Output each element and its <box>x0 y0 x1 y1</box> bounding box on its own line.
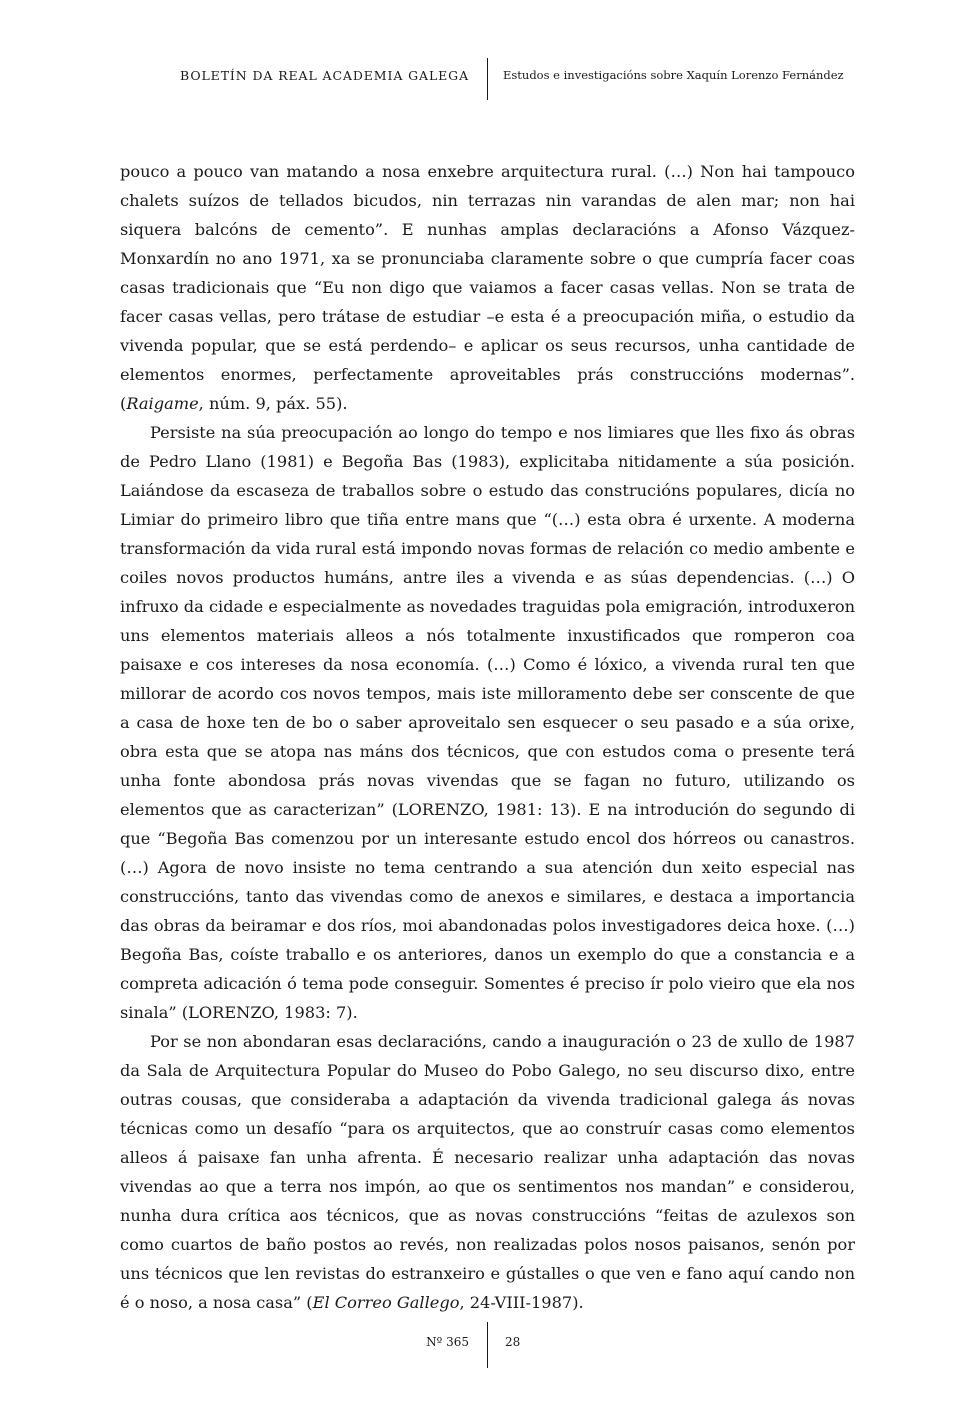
section-title: Estudos e investigacións sobre Xaquín Lorenzo Fernández <box>503 68 844 82</box>
journal-title: BOLETÍN DA REAL ACADEMIA GALEGA <box>180 68 469 83</box>
footer-divider <box>487 1322 488 1368</box>
header-divider <box>487 58 488 100</box>
citation-raigame: Raigame <box>126 394 199 413</box>
paragraph-2: Persiste na súa preocupación ao longo do tempo e nos limiares que lles fixo ás obras de Pedro Llano (1981) e Begoña Bas (1983), explicitaba nitidamente a súa posición. Laiándose da escaseza de traballos sobre o estudo das construcións populares, dicía no Limiar do primeiro libro que tiña entre mans que “(…) esta obra é urxente. A moderna transformación da vida rural está impondo novas formas de relación co medio ambente e coiles novos productos humáns, antre iles a vivenda e as súas dependencias. (…) O infruxo da cidade e especialmente as novedades traguidas pola emigración, introduxeron uns elementos materiais alleos a nós totalmente inxustificados que romperon coa paisaxe e cos intereses da nosa economía. (…) Como é lóxico, a vivenda rural ten que millorar de acordo cos novos tempos, mais iste milloramento debe ser conscente de que a casa de hoxe ten de bo o saber aproveitalo sen esquecer o seu pasado e a súa orixe, obra esta que se atopa nas máns dos técnicos, que con estudos coma o presente terá unha fonte abondosa prás novas vivendas que se fagan no futuro, utilizando os elementos que as caracterizan” (LORENZO, 1981: 13). E na introdución do segundo di que “Begoña Bas comenzou por un interesante estudo encol dos hórreos ou canastros. (…) Agora de novo insiste no tema centrando a sua atención dun xeito especial nas construccións, tanto das vivendas como de anexos e similares, e destaca a importancia das obras da beiramar e dos ríos, moi abandonadas polos investigadores deica hoxe. (…) Begoña Bas, coíste traballo e os anteriores, danos un exemplo do que a constancia e a compreta adicación ó tema pode conseguir. Somentes é preciso ír polo vieiro que ela nos sinala” (LORENZO, 1983: 7). <box>120 423 855 1022</box>
paragraph-1 <box>120 157 855 418</box>
page-number: 28 <box>505 1335 521 1349</box>
issue-number: Nº 365 <box>426 1335 469 1349</box>
paragraph-1-text: pouco a pouco van matando a nosa enxebre arquitectura rural. (…) Non hai tampouco chalets suízos de tellados bicudos, nin terrazas nin varandas de alen mar; non hai siquera balcóns de cemento”. E nunhas amplas declaracións a Afonso Vázquez-Monxardín no ano 1971, xa se pronunciaba claramente sobre o que cumpría facer coas casas tradicionais que “Eu non digo que vaiamos a facer casas vellas. Non se trata de facer casas vellas, pero trátase de estudiar –e esta é a preocupación miña, o estudio da vivenda popular, que se está perdendo– e aplicar os seus recursos, unha cantidade de elementos enormes, perfectamente aproveitables prás construccións modernas”. ( <box>120 162 855 413</box>
paragraph-3-tail: , 24-VIII-1987). <box>459 1293 584 1312</box>
citation-el-correo-gallego: El Correo Gallego <box>312 1293 460 1312</box>
paragraph-1-tail: , núm. 9, páx. 55). <box>198 394 348 413</box>
page-footer <box>0 1322 975 1370</box>
article-body <box>120 157 855 1317</box>
paragraph-3-text: Por se non abondaran esas declaracións, cando a inauguración o 23 de xullo de 1987 da Sala de Arquitectura Popular do Museo do Pobo Galego, no seu discurso dixo, entre outras cousas, que consideraba a adaptación da vivenda tradicional galega ás novas técnicas como un desafío “para os arquitectos, que ao construír casas como elementos alleos á paisaxe fan unha afrenta. É necesario realizar unha adaptación das novas vivendas ao que a terra nos impón, ao que os sentimentos nos mandan” e considerou, nunha dura crítica aos técnicos, que as novas construccións “feitas de azulexos son como cuartos de baño postos ao revés, non realizadas polos nosos paisanos, senón por uns técnicos que len revistas do estranxeiro e gústalles o que ven e fano aquí cando non é o noso, a nosa casa” ( <box>120 1032 855 1312</box>
running-head <box>0 58 975 102</box>
paragraph-3 <box>120 1027 855 1317</box>
